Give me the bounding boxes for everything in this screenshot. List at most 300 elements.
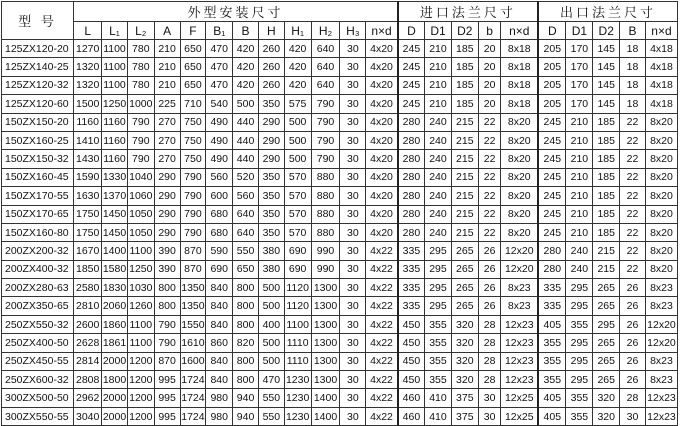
value-cell: 1100 xyxy=(102,76,128,94)
value-cell: 265 xyxy=(451,260,478,278)
column-header: B xyxy=(233,22,259,40)
value-cell: 790 xyxy=(311,95,340,113)
value-cell: 1724 xyxy=(180,407,206,425)
value-cell: 295 xyxy=(566,371,593,389)
column-header: H₂ xyxy=(311,22,340,40)
value-cell: 450 xyxy=(398,371,425,389)
value-cell: 790 xyxy=(311,150,340,168)
value-cell: 1724 xyxy=(180,371,206,389)
value-cell: 240 xyxy=(425,131,452,149)
value-cell: 4x20 xyxy=(366,58,398,76)
value-cell: 265 xyxy=(451,297,478,315)
value-cell: 335 xyxy=(398,297,425,315)
value-cell: 750 xyxy=(180,150,206,168)
value-cell: 295 xyxy=(566,352,593,370)
table-row xyxy=(2,260,678,278)
value-cell: 185 xyxy=(451,95,478,113)
value-cell: 405 xyxy=(538,315,566,333)
model-cell: 150ZX150-32 xyxy=(2,150,74,168)
model-cell: 150ZX160-80 xyxy=(2,223,74,241)
value-cell: 280 xyxy=(398,131,425,149)
value-cell: 640 xyxy=(233,223,259,241)
value-cell: 245 xyxy=(398,76,425,94)
value-cell: 1400 xyxy=(102,242,128,260)
value-cell: 800 xyxy=(233,297,259,315)
value-cell: 215 xyxy=(451,113,478,131)
value-cell: 8x20 xyxy=(501,168,538,186)
value-cell: 22 xyxy=(478,205,501,223)
value-cell: 30 xyxy=(478,389,501,407)
group-inlet-flange: 进口法兰尺寸 xyxy=(398,2,538,22)
value-cell: 280 xyxy=(538,242,566,260)
value-cell: 1610 xyxy=(180,334,206,352)
value-cell: 1320 xyxy=(74,58,102,76)
value-cell: 590 xyxy=(206,242,233,260)
value-cell: 26 xyxy=(478,279,501,297)
value-cell: 265 xyxy=(593,371,620,389)
value-cell: 280 xyxy=(538,260,566,278)
value-cell: 215 xyxy=(451,205,478,223)
value-cell: 1850 xyxy=(74,260,102,278)
value-cell: 1100 xyxy=(127,334,154,352)
value-cell: 650 xyxy=(233,260,259,278)
value-cell: 185 xyxy=(593,205,620,223)
value-cell: 30 xyxy=(340,242,366,260)
value-cell: 350 xyxy=(258,95,284,113)
value-cell: 990 xyxy=(311,242,340,260)
value-cell: 26 xyxy=(478,242,501,260)
value-cell: 270 xyxy=(154,150,180,168)
value-cell: 1300 xyxy=(311,315,340,333)
value-cell: 1400 xyxy=(311,407,340,425)
value-cell: 225 xyxy=(154,95,180,113)
value-cell: 205 xyxy=(538,40,566,58)
value-cell: 800 xyxy=(233,279,259,297)
value-cell: 22 xyxy=(620,113,646,131)
model-cell: 250ZX550-32 xyxy=(2,315,74,333)
value-cell: 12x23 xyxy=(501,315,538,333)
value-cell: 280 xyxy=(398,205,425,223)
value-cell: 245 xyxy=(398,58,425,76)
value-cell: 245 xyxy=(538,168,566,186)
value-cell: 245 xyxy=(538,187,566,205)
value-cell: 1120 xyxy=(284,297,311,315)
value-cell: 22 xyxy=(620,150,646,168)
value-cell: 3040 xyxy=(74,407,102,425)
value-cell: 450 xyxy=(398,334,425,352)
value-cell: 320 xyxy=(593,407,620,425)
value-cell: 995 xyxy=(154,407,180,425)
value-cell: 780 xyxy=(127,58,154,76)
value-cell: 380 xyxy=(258,260,284,278)
column-header: B xyxy=(620,22,646,40)
value-cell: 30 xyxy=(340,352,366,370)
value-cell: 980 xyxy=(206,389,233,407)
value-cell: 8x18 xyxy=(501,95,538,113)
value-cell: 1861 xyxy=(102,334,128,352)
value-cell: 780 xyxy=(127,76,154,94)
value-cell: 290 xyxy=(154,223,180,241)
value-cell: 26 xyxy=(478,297,501,315)
value-cell: 12x20 xyxy=(501,242,538,260)
value-cell: 205 xyxy=(538,95,566,113)
value-cell: 8x20 xyxy=(501,113,538,131)
value-cell: 4x20 xyxy=(366,95,398,113)
value-cell: 185 xyxy=(593,168,620,186)
value-cell: 20 xyxy=(478,95,501,113)
value-cell: 1230 xyxy=(284,407,311,425)
value-cell: 265 xyxy=(593,297,620,315)
value-cell: 30 xyxy=(340,260,366,278)
group-outlet-flange: 出口法兰尺寸 xyxy=(538,2,677,22)
value-cell: 1860 xyxy=(102,315,128,333)
value-cell: 265 xyxy=(451,242,478,260)
column-header: n×d xyxy=(366,22,398,40)
value-cell: 335 xyxy=(398,242,425,260)
value-cell: 880 xyxy=(311,187,340,205)
value-cell: 30 xyxy=(340,131,366,149)
value-cell: 22 xyxy=(620,242,646,260)
value-cell: 8x20 xyxy=(645,168,677,186)
value-cell: 170 xyxy=(566,40,593,58)
value-cell: 1300 xyxy=(311,334,340,352)
value-cell: 375 xyxy=(451,389,478,407)
value-cell: 450 xyxy=(398,315,425,333)
table-row xyxy=(2,279,678,297)
value-cell: 20 xyxy=(478,58,501,76)
value-cell: 1580 xyxy=(102,260,128,278)
value-cell: 260 xyxy=(258,40,284,58)
column-header: D xyxy=(538,22,566,40)
value-cell: 790 xyxy=(180,205,206,223)
value-cell: 470 xyxy=(206,40,233,58)
value-cell: 320 xyxy=(451,334,478,352)
value-cell: 4x20 xyxy=(366,40,398,58)
value-cell: 8x20 xyxy=(645,205,677,223)
value-cell: 780 xyxy=(127,40,154,58)
model-cell: 200ZX200-32 xyxy=(2,242,74,260)
value-cell: 18 xyxy=(620,95,646,113)
value-cell: 4x20 xyxy=(366,168,398,186)
value-cell: 350 xyxy=(258,205,284,223)
value-cell: 290 xyxy=(154,168,180,186)
value-cell: 280 xyxy=(398,113,425,131)
value-cell: 940 xyxy=(233,407,259,425)
value-cell: 22 xyxy=(478,113,501,131)
value-cell: 1120 xyxy=(284,279,311,297)
value-cell: 20 xyxy=(478,40,501,58)
value-cell: 22 xyxy=(478,150,501,168)
column-header: A xyxy=(154,22,180,40)
value-cell: 1050 xyxy=(127,205,154,223)
value-cell: 12x20 xyxy=(501,260,538,278)
value-cell: 1060 xyxy=(127,187,154,205)
value-cell: 1724 xyxy=(180,389,206,407)
value-cell: 2000 xyxy=(102,389,128,407)
column-header: D2 xyxy=(593,22,620,40)
table-row xyxy=(2,168,678,186)
value-cell: 12x25 xyxy=(501,407,538,425)
value-cell: 22 xyxy=(620,187,646,205)
value-cell: 1200 xyxy=(127,371,154,389)
table-row xyxy=(2,205,678,223)
value-cell: 205 xyxy=(538,58,566,76)
value-cell: 350 xyxy=(258,168,284,186)
value-cell: 210 xyxy=(566,205,593,223)
value-cell: 420 xyxy=(284,58,311,76)
value-cell: 570 xyxy=(284,205,311,223)
value-cell: 320 xyxy=(451,352,478,370)
value-cell: 240 xyxy=(425,168,452,186)
table-row xyxy=(2,223,678,241)
spec-table-container xyxy=(1,1,678,421)
value-cell: 290 xyxy=(258,150,284,168)
value-cell: 500 xyxy=(258,334,284,352)
value-cell: 640 xyxy=(311,76,340,94)
value-cell: 30 xyxy=(340,389,366,407)
value-cell: 30 xyxy=(340,113,366,131)
value-cell: 4x20 xyxy=(366,150,398,168)
value-cell: 840 xyxy=(206,371,233,389)
value-cell: 8x20 xyxy=(501,187,538,205)
value-cell: 210 xyxy=(566,187,593,205)
value-cell: 350 xyxy=(258,223,284,241)
value-cell: 28 xyxy=(478,315,501,333)
value-cell: 210 xyxy=(154,40,180,58)
value-cell: 185 xyxy=(593,150,620,168)
value-cell: 4x20 xyxy=(366,76,398,94)
value-cell: 995 xyxy=(154,371,180,389)
value-cell: 800 xyxy=(154,297,180,315)
value-cell: 215 xyxy=(593,260,620,278)
value-cell: 240 xyxy=(425,113,452,131)
value-cell: 800 xyxy=(233,352,259,370)
model-cell: 150ZX160-25 xyxy=(2,131,74,149)
model-cell: 125ZX120-60 xyxy=(2,95,74,113)
value-cell: 680 xyxy=(206,205,233,223)
column-header: L xyxy=(74,22,102,40)
model-cell: 200ZX280-63 xyxy=(2,279,74,297)
value-cell: 390 xyxy=(154,260,180,278)
value-cell: 1330 xyxy=(102,168,128,186)
value-cell: 210 xyxy=(566,113,593,131)
value-cell: 22 xyxy=(620,205,646,223)
value-cell: 210 xyxy=(566,150,593,168)
value-cell: 26 xyxy=(620,334,646,352)
value-cell: 355 xyxy=(425,334,452,352)
value-cell: 500 xyxy=(284,113,311,131)
value-cell: 170 xyxy=(566,58,593,76)
table-row xyxy=(2,334,678,352)
value-cell: 1750 xyxy=(74,223,102,241)
value-cell: 30 xyxy=(340,58,366,76)
value-cell: 2814 xyxy=(74,352,102,370)
value-cell: 355 xyxy=(566,389,593,407)
value-cell: 170 xyxy=(566,95,593,113)
model-cell: 150ZX160-45 xyxy=(2,168,74,186)
column-header: H₁ xyxy=(284,22,311,40)
value-cell: 260 xyxy=(258,58,284,76)
value-cell: 8x23 xyxy=(645,352,677,370)
table-row xyxy=(2,95,678,113)
value-cell: 1200 xyxy=(127,389,154,407)
value-cell: 215 xyxy=(451,187,478,205)
value-cell: 290 xyxy=(154,205,180,223)
value-cell: 500 xyxy=(284,131,311,149)
value-cell: 420 xyxy=(233,76,259,94)
value-cell: 1230 xyxy=(284,389,311,407)
value-cell: 22 xyxy=(478,168,501,186)
value-cell: 1110 xyxy=(284,334,311,352)
value-cell: 790 xyxy=(180,168,206,186)
value-cell: 1040 xyxy=(127,168,154,186)
value-cell: 1750 xyxy=(74,205,102,223)
value-cell: 2808 xyxy=(74,371,102,389)
value-cell: 1590 xyxy=(74,168,102,186)
model-cell: 125ZX120-32 xyxy=(2,76,74,94)
table-row xyxy=(2,389,678,407)
value-cell: 1230 xyxy=(284,371,311,389)
value-cell: 2600 xyxy=(74,315,102,333)
value-cell: 240 xyxy=(425,150,452,168)
value-cell: 650 xyxy=(180,76,206,94)
value-cell: 1260 xyxy=(127,297,154,315)
value-cell: 28 xyxy=(478,352,501,370)
value-cell: 2962 xyxy=(74,389,102,407)
value-cell: 680 xyxy=(206,223,233,241)
value-cell: 380 xyxy=(258,242,284,260)
value-cell: 1300 xyxy=(311,371,340,389)
model-cell: 300ZX550-55 xyxy=(2,407,74,425)
model-cell: 250ZX450-55 xyxy=(2,352,74,370)
value-cell: 1000 xyxy=(127,95,154,113)
model-cell: 250ZX400-50 xyxy=(2,334,74,352)
value-cell: 335 xyxy=(398,279,425,297)
table-row xyxy=(2,315,678,333)
value-cell: 12x23 xyxy=(501,352,538,370)
value-cell: 490 xyxy=(206,150,233,168)
value-cell: 8x23 xyxy=(645,279,677,297)
value-cell: 295 xyxy=(425,260,452,278)
value-cell: 8x20 xyxy=(501,131,538,149)
value-cell: 4x18 xyxy=(645,95,677,113)
value-cell: 270 xyxy=(154,131,180,149)
table-row xyxy=(2,131,678,149)
value-cell: 420 xyxy=(284,40,311,58)
value-cell: 265 xyxy=(451,279,478,297)
value-cell: 500 xyxy=(258,352,284,370)
value-cell: 12x23 xyxy=(645,407,677,425)
group-external-dimensions: 外型安装尺寸 xyxy=(74,2,398,22)
table-body xyxy=(2,40,678,426)
table-header xyxy=(2,2,678,40)
value-cell: 280 xyxy=(398,187,425,205)
value-cell: 995 xyxy=(154,389,180,407)
value-cell: 18 xyxy=(620,40,646,58)
value-cell: 28 xyxy=(478,334,501,352)
value-cell: 1100 xyxy=(102,58,128,76)
value-cell: 1160 xyxy=(102,113,128,131)
value-cell: 650 xyxy=(180,40,206,58)
value-cell: 320 xyxy=(593,389,620,407)
value-cell: 560 xyxy=(233,187,259,205)
value-cell: 1350 xyxy=(180,297,206,315)
column-header: H xyxy=(258,22,284,40)
value-cell: 2580 xyxy=(74,279,102,297)
value-cell: 790 xyxy=(180,187,206,205)
value-cell: 1300 xyxy=(311,279,340,297)
value-cell: 12x20 xyxy=(645,334,677,352)
value-cell: 320 xyxy=(451,371,478,389)
value-cell: 30 xyxy=(340,279,366,297)
value-cell: 295 xyxy=(425,242,452,260)
value-cell: 4x22 xyxy=(366,407,398,425)
value-cell: 26 xyxy=(620,371,646,389)
table-row xyxy=(2,40,678,58)
value-cell: 270 xyxy=(154,113,180,131)
table-row xyxy=(2,113,678,131)
value-cell: 870 xyxy=(154,352,180,370)
value-cell: 2628 xyxy=(74,334,102,352)
value-cell: 28 xyxy=(620,389,646,407)
value-cell: 8x20 xyxy=(645,242,677,260)
value-cell: 185 xyxy=(451,76,478,94)
value-cell: 20 xyxy=(478,76,501,94)
pump-dimension-table xyxy=(1,1,678,426)
value-cell: 355 xyxy=(566,407,593,425)
value-cell: 840 xyxy=(206,279,233,297)
value-cell: 22 xyxy=(620,168,646,186)
value-cell: 800 xyxy=(154,279,180,297)
model-cell: 125ZX120-20 xyxy=(2,40,74,58)
value-cell: 870 xyxy=(180,260,206,278)
value-cell: 245 xyxy=(538,131,566,149)
value-cell: 4x20 xyxy=(366,131,398,149)
value-cell: 1350 xyxy=(180,279,206,297)
value-cell: 2810 xyxy=(74,297,102,315)
value-cell: 170 xyxy=(566,76,593,94)
value-cell: 295 xyxy=(425,279,452,297)
value-cell: 4x20 xyxy=(366,205,398,223)
value-cell: 690 xyxy=(284,260,311,278)
value-cell: 355 xyxy=(425,371,452,389)
value-cell: 245 xyxy=(538,113,566,131)
value-cell: 210 xyxy=(566,223,593,241)
value-cell: 2000 xyxy=(102,352,128,370)
value-cell: 4x22 xyxy=(366,334,398,352)
column-header: b xyxy=(478,22,501,40)
value-cell: 840 xyxy=(206,352,233,370)
value-cell: 980 xyxy=(206,407,233,425)
model-cell: 150ZX170-65 xyxy=(2,205,74,223)
value-cell: 8x20 xyxy=(645,131,677,149)
value-cell: 355 xyxy=(538,352,566,370)
model-header: 型 号 xyxy=(2,2,74,40)
value-cell: 1200 xyxy=(127,407,154,425)
value-cell: 410 xyxy=(425,389,452,407)
value-cell: 470 xyxy=(206,58,233,76)
value-cell: 30 xyxy=(340,223,366,241)
value-cell: 1110 xyxy=(284,352,311,370)
column-header: n×d xyxy=(501,22,538,40)
value-cell: 790 xyxy=(154,315,180,333)
value-cell: 8x18 xyxy=(501,76,538,94)
value-cell: 570 xyxy=(284,223,311,241)
value-cell: 30 xyxy=(340,371,366,389)
value-cell: 1160 xyxy=(102,131,128,149)
table-row xyxy=(2,371,678,389)
value-cell: 405 xyxy=(538,389,566,407)
